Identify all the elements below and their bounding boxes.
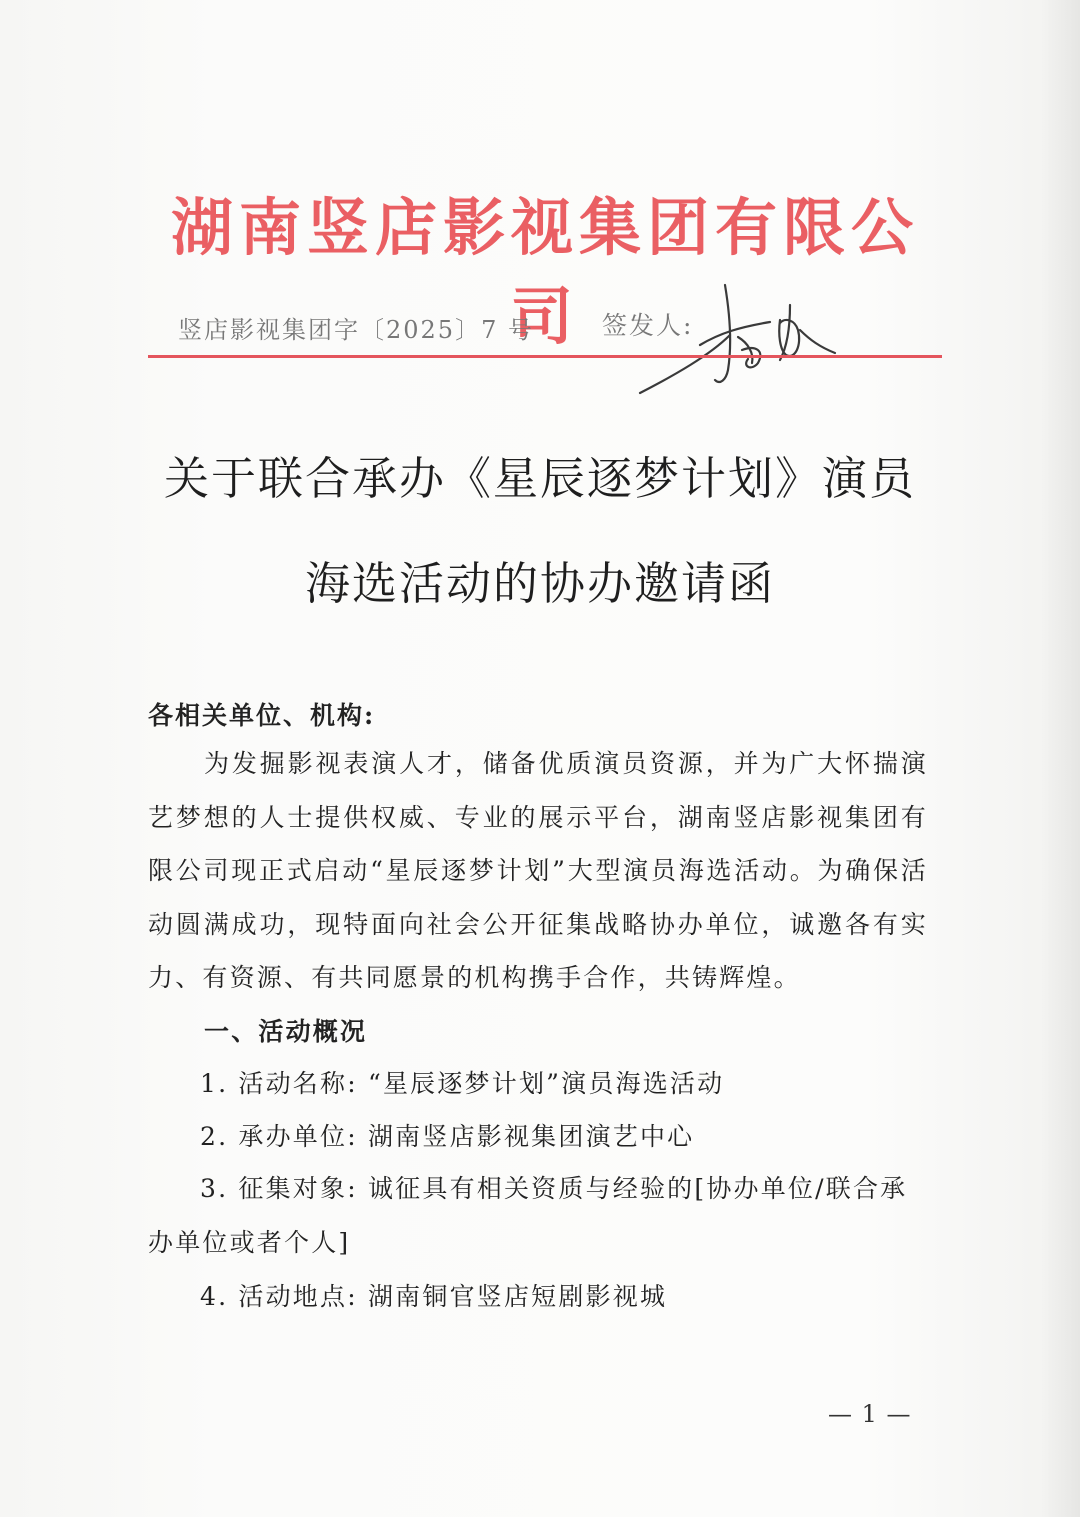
- document-title-line-1: 关于联合承办《星辰逐梦计划》演员: [163, 452, 916, 505]
- list-item: 2. 承办单位: 湖南竖店影视集团演艺中心: [200, 1122, 695, 1151]
- letterhead-title: 湖南竖店影视集团有限公司: [170, 191, 919, 353]
- red-divider-rule: [148, 355, 942, 358]
- page-number: — 1 —: [828, 1400, 912, 1428]
- list-item: 3. 征集对象: 诚征具有相关资质与经验的[协办单位/联合承: [200, 1174, 908, 1203]
- list-item: 4. 活动地点: 湖南铜官竖店短剧影视城: [200, 1282, 668, 1311]
- page-edge-shadow: [1040, 0, 1080, 1517]
- list-item: 1. 活动名称: “星辰逐梦计划”演员海选活动: [200, 1069, 725, 1098]
- salutation: 各相关单位、机构:: [148, 701, 376, 730]
- section-heading: 一、活动概况: [204, 1017, 368, 1046]
- handwritten-signature: [630, 275, 860, 405]
- document-number: 竖店影视集团字〔2025〕7 号: [178, 316, 534, 344]
- document-title-line-2: 海选活动的协办邀请函: [304, 557, 775, 610]
- issuer-label: 签发人:: [602, 311, 694, 340]
- list-item-continuation: 办单位或者个人]: [148, 1228, 351, 1257]
- body-paragraph: 为发掘影视表演人才，储备优质演员资源，并为广大怀揣演艺梦想的人士提供权威、专业的展示平台，湖南竖店影视集团有限公司现正式启动“星辰逐梦计划”大型演员海选活动。为确保活动圆满成功，现特面向社会公开征集战略协办单位，诚邀各有实力、有资源、有共同愿景的机构携手合作，共铸辉煌。: [148, 749, 928, 992]
